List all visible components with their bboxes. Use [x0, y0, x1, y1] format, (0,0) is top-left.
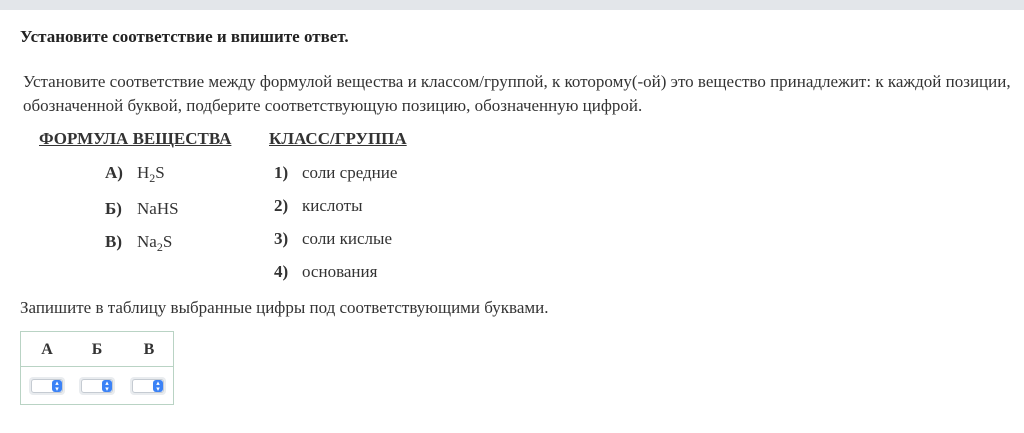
answer-table-header-row	[21, 332, 173, 367]
class-item-3	[274, 229, 392, 249]
class-item-2	[274, 196, 363, 216]
select-stepper-icon[interactable]: ▴ ▾	[153, 380, 163, 392]
select-stepper-icon[interactable]: ▴ ▾	[52, 380, 62, 392]
formula-item-a	[105, 163, 165, 183]
formula-item-v	[105, 232, 172, 252]
task-header: Установите соответствие и впишите ответ.	[20, 27, 349, 46]
class-label: кислоты	[302, 196, 363, 215]
formula-base: Na	[137, 232, 157, 251]
class-column-header: КЛАСС/ГРУППА	[269, 129, 407, 148]
answer-select-v[interactable]	[130, 377, 166, 395]
formula-tail: S	[155, 163, 165, 182]
class-item-1	[274, 163, 397, 183]
answer-select-b[interactable]	[79, 377, 115, 395]
class-item-4	[274, 262, 377, 282]
class-number: 1)	[274, 163, 289, 182]
formula-letter: В)	[105, 232, 122, 251]
answer-header-b: Б	[91, 341, 103, 358]
answer-select-a[interactable]	[29, 377, 65, 395]
formula-tail: S	[162, 232, 173, 251]
formula-base: NaHS	[137, 199, 179, 218]
formula-subscript: 2	[149, 171, 156, 185]
formula-letter: А)	[105, 163, 123, 182]
select-stepper-icon[interactable]: ▴ ▾	[102, 380, 112, 392]
class-label: основания	[302, 262, 378, 281]
class-number: 4)	[274, 262, 289, 281]
class-label: соли средние	[302, 163, 398, 182]
class-number: 3)	[274, 229, 289, 248]
top-bar	[0, 0, 1024, 10]
formula-column-header: ФОРМУЛА ВЕЩЕСТВА	[39, 129, 232, 148]
answer-instruction: Запишите в таблицу выбранные цифры под соответствующими буквами.	[20, 298, 549, 317]
formula-subscript: 2	[156, 240, 163, 254]
task-description: Установите соответствие между формулой вещества и классом/группой, к которому(-ой) это вещество принадлежит: к каждой позиции, обозначенной буквой, подберите соответствующую позицию, обозначенную цифрой.	[23, 72, 1011, 115]
class-number: 2)	[274, 196, 289, 215]
answer-header-a: А	[41, 341, 53, 358]
class-label: соли кислые	[302, 229, 393, 248]
answer-header-v: В	[143, 341, 155, 358]
answer-table	[20, 331, 174, 405]
formula-item-b	[105, 199, 179, 219]
formula-letter: Б)	[105, 199, 122, 218]
formula-base: H	[137, 163, 150, 182]
